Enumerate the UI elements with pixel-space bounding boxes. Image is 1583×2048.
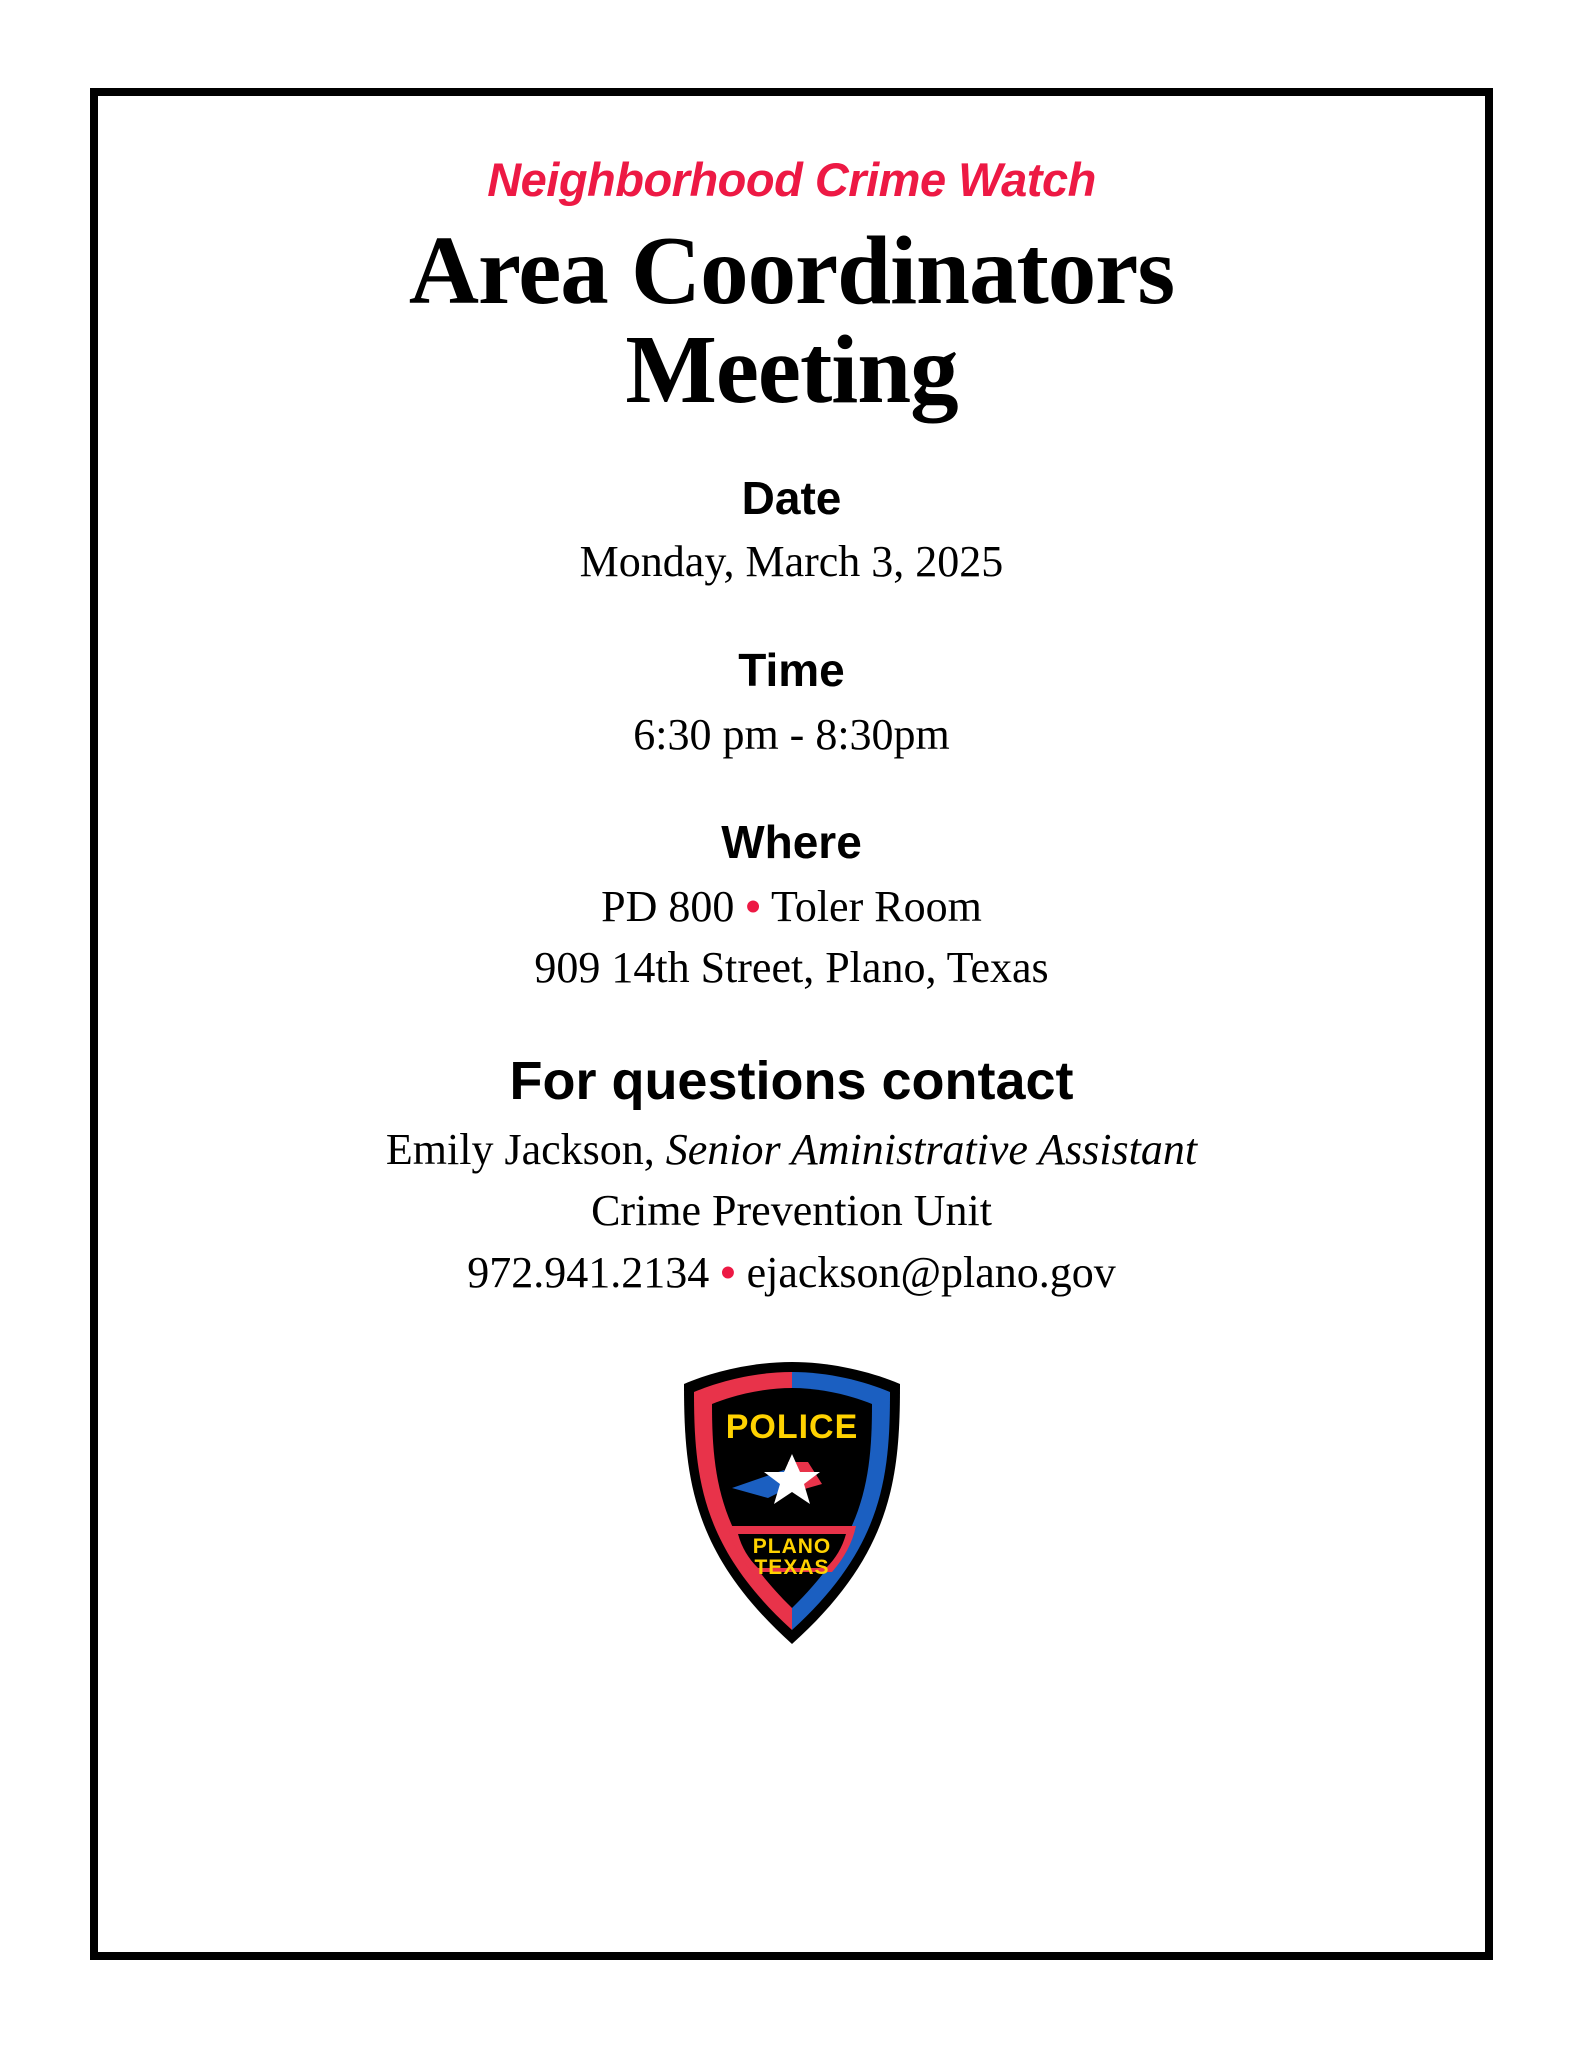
- kicker-text: Neighborhood Crime Watch: [487, 153, 1096, 206]
- where-building: PD 800: [601, 882, 735, 932]
- contact-phone[interactable]: 972.941.2134: [467, 1247, 710, 1297]
- bullet-separator-icon: •: [720, 1247, 736, 1297]
- page-title: [98, 216, 1485, 423]
- contact-name: Emily Jackson,: [385, 1124, 655, 1174]
- where-heading: Where: [721, 816, 862, 869]
- page-title-line-2: Meeting: [625, 315, 958, 423]
- where-address-line: 909 14th Street, Plano, Texas: [534, 943, 1049, 993]
- svg-text:POLICE: POLICE: [725, 1408, 858, 1447]
- bullet-separator-icon: •: [745, 882, 761, 932]
- plano-police-shield-icon: [672, 1358, 912, 1648]
- contact-email[interactable]: ejackson@plano.gov: [746, 1247, 1116, 1297]
- time-heading: Time: [738, 643, 845, 696]
- page-title-line-1: Area Coordinators: [408, 216, 1175, 324]
- time-value: 6:30 pm - 8:30pm: [633, 709, 950, 759]
- police-badge-logo: [98, 1358, 1485, 1648]
- where-location-line: [98, 877, 1485, 936]
- date-heading: Date: [741, 471, 842, 524]
- svg-text:TEXAS: TEXAS: [753, 1556, 830, 1580]
- contact-phone-email-line: [98, 1243, 1485, 1302]
- flyer-border-frame: [90, 88, 1493, 1960]
- where-section: [98, 816, 1485, 998]
- contact-unit: Crime Prevention Unit: [591, 1186, 992, 1236]
- date-value: Monday, March 3, 2025: [579, 537, 1004, 587]
- contact-name-line: [98, 1120, 1485, 1179]
- contact-job-title: Senior Aministrative Assistant: [665, 1124, 1198, 1174]
- contact-heading: For questions contact: [509, 1050, 1074, 1111]
- time-section: [98, 644, 1485, 764]
- date-section: [98, 472, 1485, 592]
- svg-text:PLANO: PLANO: [752, 1535, 831, 1559]
- flyer-content: [98, 96, 1485, 1952]
- where-room: Toler Room: [771, 882, 982, 932]
- contact-section: [98, 1050, 1485, 1302]
